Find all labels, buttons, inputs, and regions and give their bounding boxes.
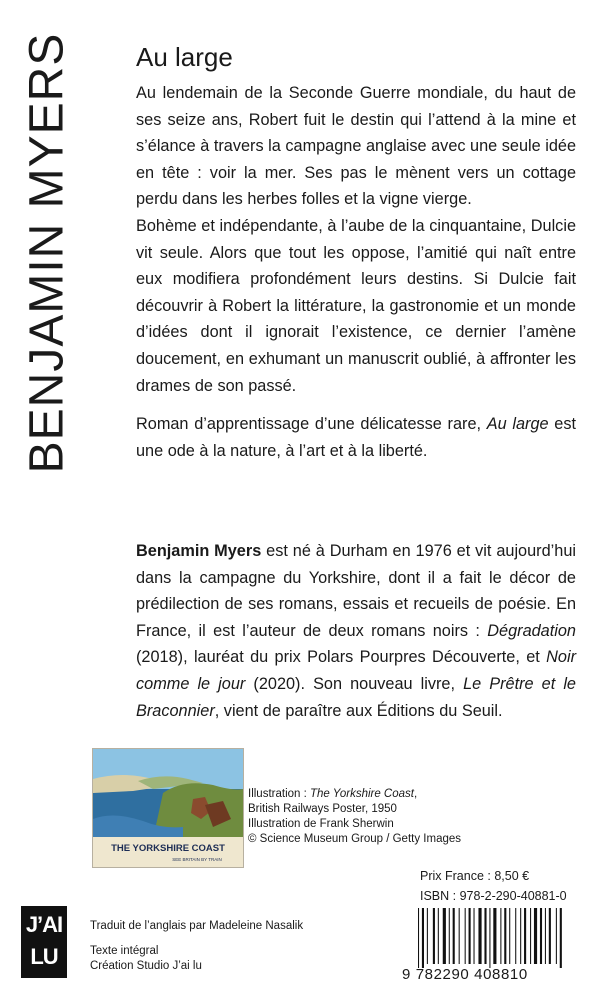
- synopsis-p3-start: Roman d’apprentissage d’une délicatesse rare,: [136, 415, 487, 434]
- credits-line-3: Illustration de Frank Sherwin: [248, 818, 394, 830]
- barcode-bar: [540, 908, 542, 964]
- barcode-bar: [453, 908, 455, 964]
- illustration-credits: [248, 787, 461, 847]
- barcode-bar: [438, 908, 439, 964]
- barcode-bar: [465, 908, 466, 964]
- bio-text-4: , vient de paraître aux Éditions du Seuil.: [214, 701, 503, 720]
- barcode-bar: [500, 908, 501, 964]
- credits-poster-title: The Yorkshire Coast: [310, 788, 414, 800]
- synopsis-p3-title: Au large: [486, 415, 549, 434]
- barcode-bar: [484, 908, 486, 964]
- text-integral: Texte intégral: [90, 945, 159, 957]
- poster-artwork: [93, 749, 243, 867]
- translation-credit: Traduit de l’anglais par Madeleine Nasalik: [90, 920, 304, 932]
- barcode-bar: [556, 908, 557, 964]
- barcode-bar: [443, 908, 446, 964]
- author-bio: [136, 538, 576, 724]
- bio-text-3: (2020). Son nouveau livre,: [245, 674, 464, 693]
- barcode-bar: [469, 908, 471, 964]
- barcode-bar: [530, 908, 531, 964]
- barcode-digits: 9 782290 408810: [402, 966, 528, 983]
- barcode-bar: [520, 908, 521, 964]
- publisher-logo: [21, 906, 67, 978]
- synopsis-paragraph-3: [136, 411, 576, 464]
- bio-author-name: Benjamin Myers: [136, 542, 262, 560]
- imprint-info: [90, 919, 303, 974]
- barcode-bar: [515, 908, 516, 964]
- credits-comma: ,: [413, 788, 418, 800]
- cover-illustration-poster: [92, 748, 244, 868]
- poster-caption: THE YORKSHIRE COAST: [111, 843, 225, 854]
- barcode-bar: [433, 908, 435, 964]
- barcode-bar: [509, 908, 510, 964]
- barcode-bar: [418, 908, 419, 968]
- barcode-bar: [478, 908, 481, 964]
- synopsis-paragraph-1: Au lendemain de la Seconde Guerre mondiale, du haut de ses seize ans, Robert fuit le destin qui l’attend à la mine et s’élance à travers la campagne anglaise avec une seule idée en tête : voir la mer. Ses pas le mènent vers un cottage perdu dans les herbes folles et la vigne vierge.: [136, 84, 576, 209]
- credits-label: Illustration :: [248, 788, 310, 800]
- barcode-bar: [427, 908, 428, 964]
- synopsis-paragraph-2: Bohème et indépendante, à l’aube de la cinquantaine, Dulcie vit seule. Alors que tout les oppose, l’amitié qui naît entre eux modifiera profondément leurs destins. Si Dulcie fait découvrir à Robert la littérature, la gastronomie et un monde d’idées dont il ignorait l’existence, ce dernier l’amène doucement, en exhumant un manuscrit oublié, à affronter les drames de son passé.: [136, 216, 576, 395]
- barcode-bar: [524, 908, 526, 964]
- barcode-bar: [449, 908, 450, 964]
- spine-author-text: BENJAMIN MYERS: [20, 32, 74, 473]
- barcode-bar: [422, 908, 424, 968]
- barcode-bar: [560, 908, 562, 968]
- credits-line-1: [248, 787, 461, 802]
- synopsis-p3-end: est une ode à la nature, à l’art et à la liberté.: [136, 415, 576, 460]
- barcode-bar: [459, 908, 460, 964]
- publisher-logo-line-2: LU: [30, 944, 58, 969]
- barcode-bar: [545, 908, 546, 964]
- credits-line-2: British Railways Poster, 1950: [248, 803, 397, 815]
- design-credit: Création Studio J’ai lu: [90, 960, 202, 972]
- synopsis: [136, 80, 576, 464]
- poster-subcaption: SEE BRITAIN BY TRAIN: [172, 857, 222, 862]
- bio-book-2: Noir comme le jour: [136, 648, 576, 693]
- bio-text-2: (2018), lauréat du prix Polars Pourpres Découverte, et: [136, 648, 547, 667]
- author-bio-paragraph: [136, 538, 576, 724]
- bio-book-1: Dégradation: [487, 621, 576, 640]
- price-label: Prix France : 8,50 €: [420, 869, 530, 883]
- credits-line-4: © Science Museum Group / Getty Images: [248, 833, 462, 845]
- publisher-logo-line-1: J’AI: [25, 912, 63, 937]
- barcode-bar: [549, 908, 551, 964]
- book-title: Au large: [136, 42, 233, 72]
- barcode-bar: [474, 908, 475, 964]
- barcode-bar: [489, 908, 490, 968]
- isbn-label: ISBN : 978-2-290-40881-0: [420, 889, 567, 903]
- barcode-bar: [534, 908, 537, 964]
- barcode-bar: [493, 908, 496, 964]
- bio-text-1: est né à Durham en 1976 et vit aujourd’hui dans la campagne du Yorkshire, dont il a fait le décor de prédilection de ses romans, essais et recueils de poésie. En France, il est l’auteur de deux romans noirs :: [136, 542, 576, 640]
- bio-book-3: Le Prêtre et le Braconnier: [136, 674, 576, 720]
- barcode-bar: [504, 908, 506, 964]
- spine-author: [12, 30, 82, 475]
